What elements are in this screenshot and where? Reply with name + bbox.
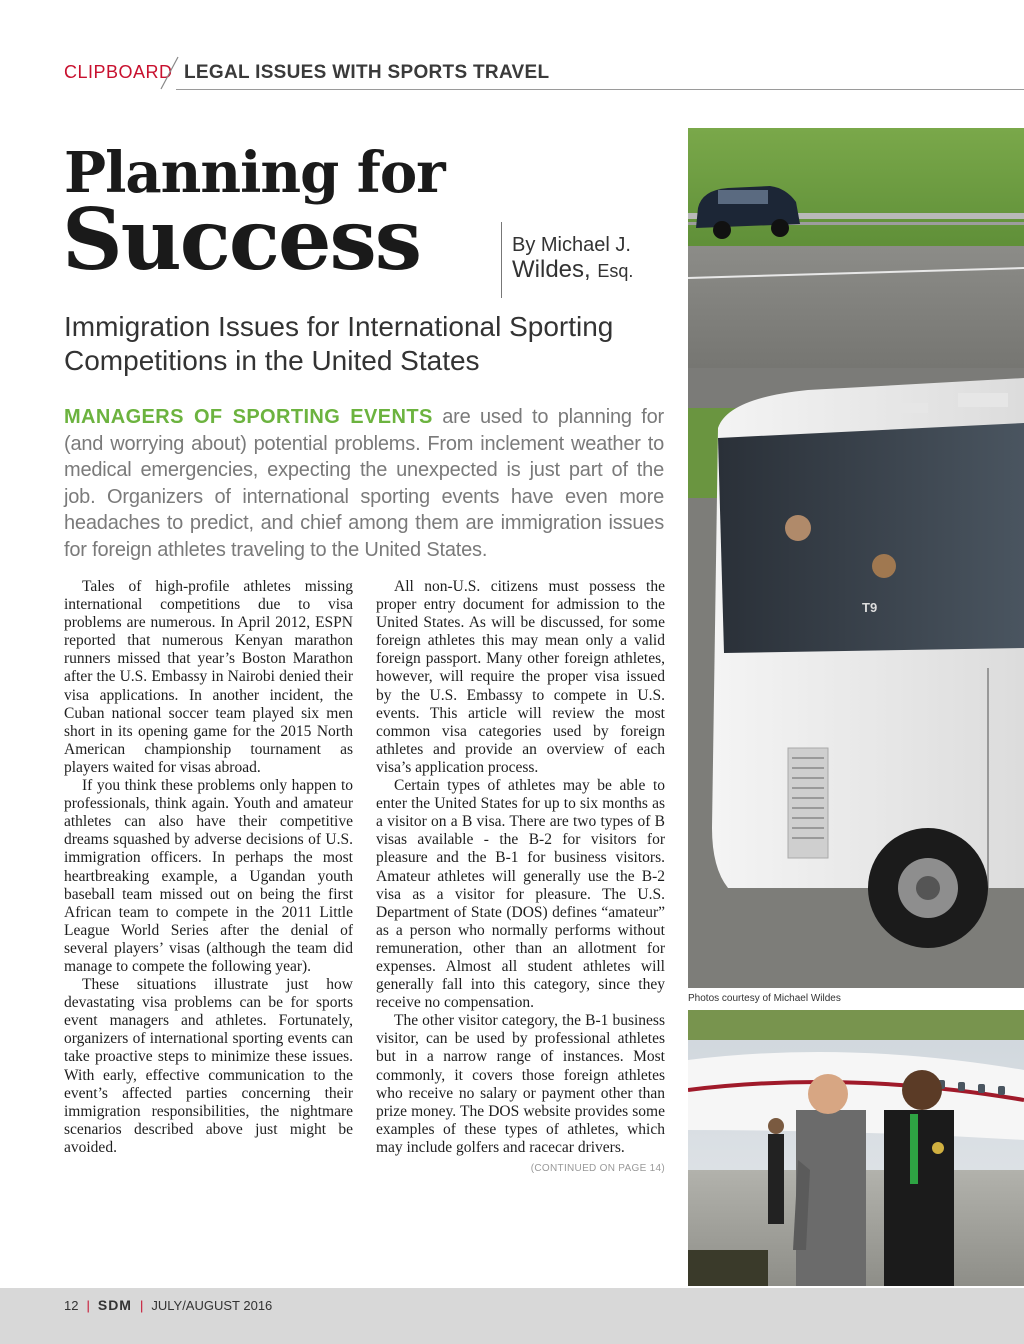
page-footer <box>0 1288 1024 1344</box>
lead-text: are used to planning for (and worrying about) potential problems. From inclement weather to medical emergencies, expecting the unexpected is just part of the job. Organizers of international sporting events have even more headaches to predict, and chief among them are immigration issues for foreign athletes traveling to the United States. <box>64 406 664 561</box>
bus-illustration <box>688 128 1024 988</box>
author-suffix: Esq. <box>597 261 634 281</box>
bus-photo <box>688 128 1024 988</box>
author-surname: Wildes, <box>512 256 591 283</box>
jet-photo <box>688 1010 1024 1286</box>
headline-line2: Success <box>62 190 421 289</box>
paragraph: All non-U.S. citizens must possess the proper entry document for admission to the United States. As will be discussed, for some foreign athletes this may mean only a valid foreign passport. Many other foreign athletes, however, will require the proper visa issued by the U.S. Embassy to compete in U.S. events. This article will review the most common visa categories used by foreign athletes and provide an overview of each visa’s application process. <box>376 578 665 776</box>
paragraph: Certain types of athletes may be able to enter the United States for up to six months as a visitor on a B visa. There are two types of B visas available - the B-2 for visitors for pleasure and the B-1 for business visitors. Amateur athletes will generally use the B-2 visa as a visitor for pleasure. The U.S. Department of State (DOS) defines “amateur” as a person who normally performs without remuneration, other than an allotment for expenses. Almost all student athletes will generally fall into this category, since they receive no compensation. <box>376 777 665 1012</box>
body-column-2 <box>376 578 665 1178</box>
byline-divider <box>501 222 502 298</box>
headline-line1: Planning for <box>64 140 445 206</box>
issue-date: JULY/AUGUST 2016 <box>151 1298 273 1313</box>
footer-separator: | <box>86 1298 90 1313</box>
section-label: CLIPBOARD <box>64 62 173 82</box>
footer-separator: | <box>139 1298 144 1313</box>
lead-paragraph <box>64 404 664 563</box>
paragraph <box>376 1012 665 1174</box>
byline-prefix: By Michael J. <box>512 234 631 256</box>
section-header <box>64 58 1024 90</box>
page-number: 12 <box>64 1298 79 1313</box>
magazine-name: SDM <box>97 1297 132 1313</box>
continued-note: (CONTINUED ON PAGE 14) <box>530 1163 665 1174</box>
paragraph: If you think these problems only happen to professionals, think again. Youth and amateur athletes can also have their competitive dreams squashed by adverse decisions of U.S. immigration officers. In perhaps the most heartbreaking example, a Ugandan youth baseball team missed out on being the first African team to compete in the 2011 Little League World Series after the denial of several players’ visas (although the team did manage to compete the following year). <box>64 777 353 975</box>
byline-name <box>512 256 633 284</box>
bus-plate: T9 <box>862 600 878 615</box>
paragraph: These situations illustrate just how devastating visa problems can be for sports event managers and athletes. Fortunately, organizers of international sporting events can take proactive steps to minimize these issues. With early, effective communication to the event’s affected parties concerning their immigration responsibilities, the nightmare scenarios described above just might be avoided. <box>64 976 353 1156</box>
footer-info <box>64 1297 272 1313</box>
jet-illustration <box>688 1010 1024 1286</box>
subtitle: Immigration Issues for International Sporting Competitions in the United States <box>64 311 614 376</box>
section-title: LEGAL ISSUES WITH SPORTS TRAVEL <box>184 62 550 83</box>
photo-caption: Photos courtesy of Michael Wildes <box>688 993 841 1004</box>
lead-emphasis: MANAGERS OF SPORTING EVENTS <box>64 406 433 428</box>
slash-divider <box>158 56 180 90</box>
paragraph-text: The other visitor category, the B-1 business visitor, can be used by professional athletes but in a narrow range of instances. Most commonly, it covers those foreign athletes who receive no salary or payment other than prize money. The DOS website provides some examples of these types of athletes, which may include golfers and racecar drivers. <box>376 1012 665 1156</box>
body-column-1 <box>64 578 353 1157</box>
header-rule <box>176 89 1024 90</box>
paragraph: Tales of high-profile athletes missing international competitions due to visa problems are numerous. In April 2012, ESPN reported that numerous Kenyan marathon runners missed that year’s Boston Marathon after the U.S. Embassy in Nairobi denied their visa applications. In another incident, the Cuban national soccer team played six men short in its opening game for the 2015 North American championship tournament as players waited for visas abroad. <box>64 578 353 776</box>
